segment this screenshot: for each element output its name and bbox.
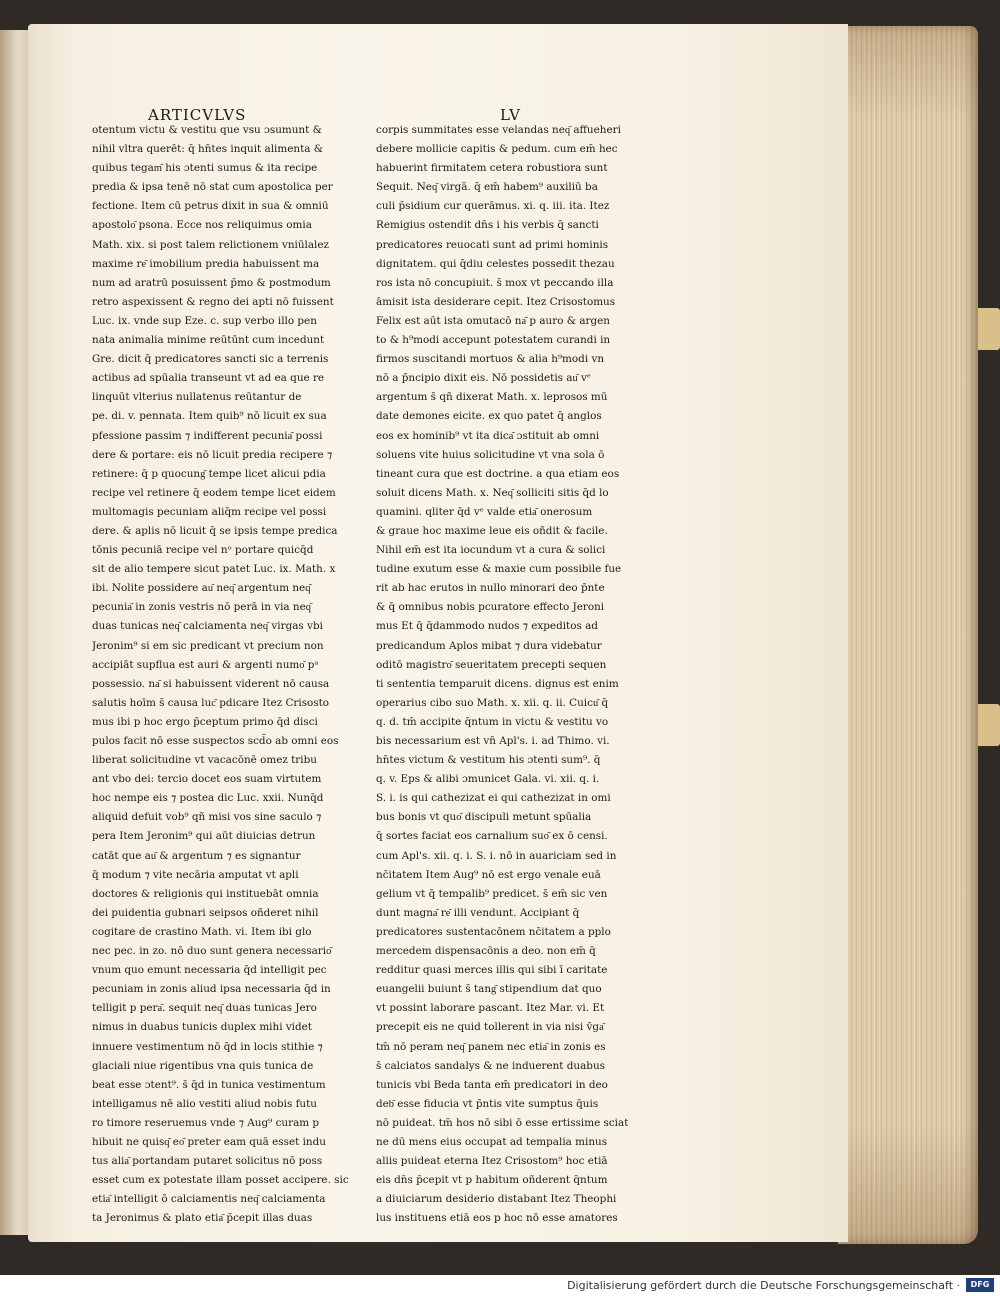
text-line: oditō magistro͂ seueritatem precepti sequen (376, 658, 607, 671)
text-line: glaciali niue rigentibus vna quis tunica de (92, 1059, 314, 1072)
text-line: date demones eicite. ex quo patet q̄ anglos (376, 410, 602, 423)
text-line: innuere vestimentum nō q̄d in locis stithie ⁊ (92, 1040, 323, 1053)
text-line: nata animalia minime reūtūnt cum incedunt (92, 334, 325, 347)
text-line: euangelii buiunt s̄ tang͂ stipendium dat quo (376, 983, 602, 996)
text-line: pecuniam in zonis aliud ipsa necessaria q̄d in (92, 983, 331, 996)
text-line: rit ab hac erutos in nullo minorari deo p̄nte (376, 582, 605, 595)
text-line: liberat solicitudine vt vacacōnē omez tribu (92, 754, 317, 767)
text-line: tōnis pecuniā recipe vel nᵒ portare quicq̄d (92, 544, 314, 557)
text-line: habuerint firmitatem cetera robustiora sunt (376, 162, 608, 175)
text-line: tus alia͂ portandam putaret solicitus nō poss (92, 1155, 323, 1168)
text-line: pe. di. v. pennata. Item quib⁹ nō licuit ex sua (92, 410, 327, 423)
text-line: telligit p pera͂. sequit neq͂ duas tunicas Jero (92, 1002, 317, 1015)
text-line: hn̄tes victum & vestitum his ɔtenti sum⁹. q̄ (376, 754, 601, 767)
text-line: otentum victu & vestitu que vsu ɔsumunt & (92, 124, 322, 136)
text-line: deb͂ esse fiducia vt p̄ntis vite sumptus q̄uis (376, 1097, 599, 1110)
text-line: s̄ calciatos sandalys & ne induerent duabus (376, 1059, 605, 1072)
text-line: pulos facit nō esse suspectos scd̄o ab omni eos (92, 735, 339, 747)
text-line: mus ibi p hoc ergo p̄ceptum primo q̄d disci (92, 715, 318, 728)
text-line: q. v. Eps & alibi ɔmunicet Gala. vi. xii. q. i. (376, 773, 600, 786)
paper-tab-marker (978, 704, 1000, 746)
text-line: lus instituens etiā eos p hoc nō esse amatores (376, 1212, 618, 1225)
text-line: āmisit ista desiderare cepit. Itez Crisostomus (376, 295, 616, 308)
text-line: bus bonis vt quo͂ discipuli metunt spūalia (376, 811, 592, 824)
text-line: Remigius ostendit dn̄s i his verbis q̄ sancti (376, 219, 599, 232)
text-line: fectione. Item cū petrus dixit in sua & omniū (92, 200, 329, 213)
text-line: salutis hoīm s̄ causa luc͂ pdicare Itez Crisosto (92, 696, 330, 709)
page-edges-shade (838, 26, 978, 1244)
text-line: tunicis vbi Beda tanta em̄ predicatori in deo (376, 1078, 608, 1091)
text-line: S. i. is qui cathezizat ei qui cathezizat in omi (376, 792, 611, 805)
footer-bar (0, 1275, 1000, 1296)
text-line: culi p̄sidium cur querāmus. xi. q. iii. ita. Itez (376, 200, 610, 213)
text-line: eis dn̄s p̄cepit vt p habitum oñderent q̄ntum (376, 1174, 608, 1187)
text-line: cum Apl's. xii. q. i. S. i. nō in auariciam sed in (376, 849, 617, 862)
text-line: Luc. ix. vnde sup Eze. c. sup verbo illo pen (92, 314, 317, 327)
text-line: retinere: q̄ p quocung͂ tempe licet alicui pdia (92, 467, 326, 480)
text-line: to & h⁹modi accepunt potestatem curandi in (376, 334, 611, 347)
left-page-edge (0, 30, 30, 1235)
text-line: actibus ad spūalia transeunt vt ad ea que re (92, 372, 325, 385)
text-line: beat esse ɔtent⁹. s̄ q̄d in tunica vestimentum (92, 1078, 326, 1091)
text-line: predicatores reuocati sunt ad primi hominis (376, 238, 609, 251)
text-line: tineant cura que est doctrine. a qua etiam eos (376, 467, 620, 480)
text-line: predia & ipsa tenē nō stat cum apostolica per (92, 181, 333, 194)
text-line: linquūt vlterius nullatenus reūtantur de (92, 391, 302, 404)
text-line: possessio. na͂ si habuissent viderent nō causa (92, 677, 330, 690)
text-line: hoc nempe eis ⁊ postea dic Luc. xxii. Nunq̄d (92, 792, 324, 805)
text-line: dere. & aplis nō licuit q̄ se ipsis tempe predica (92, 524, 338, 537)
text-line: cogitare de crastino Math. vi. Item ibi glo (92, 925, 312, 938)
text-line: vt possint laborare pascant. Itez Mar. vi. Et (376, 1002, 605, 1015)
text-line: bis necessarium est vn̄ Apl's. i. ad Thimo. vi. (376, 735, 610, 747)
text-line: ti sententia temparuit dicens. dignus est enim (376, 677, 619, 690)
text-line: nihil vltra querēt: q̄ hn̄tes inquit alimenta & (92, 143, 323, 156)
text-line: catāt que au͂ & argentum ⁊ es signantur (92, 849, 301, 862)
text-line: Jeronim⁹ si em sic predicant vt precium non (92, 639, 324, 652)
text-line: quibus tegam͂ his ɔtenti sumus & ita recipe (92, 162, 318, 175)
text-line: soluit dicens Math. x. Neq͂ solliciti sitis q̄d lo (376, 486, 609, 499)
funding-credit: Digitalisierung gefördert durch die Deutsche Forschungsgemeinschaft · (567, 1279, 960, 1292)
text-line: redditur quasi merces illis qui sibi ī caritate (376, 964, 608, 977)
text-line: mercedem dispensacōnis a deo. non em̄ q̄ (376, 945, 596, 958)
text-line: ant vbo dei: tercio docet eos suam virtutem (92, 773, 322, 786)
text-line: hibuit ne quisq͂ eo͂ preter eam quā esset indu (92, 1135, 326, 1148)
text-line: intelligamus nē alio vestiti aliud nobis futu (92, 1097, 317, 1110)
text-line: dignitatem. qui q̄diu celestes possedit thezau (376, 257, 615, 270)
text-line: esset cum ex potestate illam posset accipere. sic (92, 1174, 349, 1187)
text-line: aliis puideat eterna Itez Crisostom⁹ hoc etiā (376, 1155, 608, 1168)
text-line: corpis summitates esse velandas neq͂ affueheri (376, 124, 621, 136)
text-line: operarius cibo suo Math. x. xii. q. ii. Cuicu͂ q̄ (376, 696, 609, 709)
text-line: dei puidentia gubnari seipsos oñderet nihil (92, 906, 319, 919)
text-line: & q̄ omnibus nobis pcuratore effecto Jeroni (376, 601, 605, 614)
text-line: pera Item Jeronim⁹ qui aūt diuicias detrun (92, 830, 316, 843)
text-line: firmos suscitandi mortuos & alia h⁹modi vn (376, 353, 605, 366)
text-line: ne dū mens eius occupat ad tempalia minus (376, 1135, 608, 1148)
text-line: nō a p̄ncipio dixit eis. Nō possidetis au͂ vᵉ (376, 372, 591, 385)
text-line: q. d. tm̄ accipite q̄ntum in victu & vestitu vo (376, 715, 609, 728)
text-line: mus Et q̄ q̄dammodo nudos ⁊ expeditos ad (376, 620, 598, 633)
text-line: multomagis pecuniam aliq̄m recipe vel possi (92, 505, 327, 518)
text-line: maxime re͂ imobilium predia habuissent ma (92, 257, 320, 270)
text-line: eos ex hominib⁹ vt ita dica͂ ɔstituit ab omni (376, 429, 600, 442)
text-line: etia͂ intelligit ō calciamentis neq͂ calciamenta (92, 1193, 326, 1206)
text-line: ta Jeronimus & plato etia͂ p̄cepit illas duas (92, 1212, 313, 1225)
text-line: gelium vt q̄ tempalib⁹ predicet. s̄ em̄ sic ven (376, 887, 608, 900)
text-line: predicatores sustentacōnem nc̄itatem a pplo (376, 925, 611, 938)
text-line: nec pec. in zo. nō duo sunt genera necessario͂ (92, 945, 332, 958)
text-line: pecunia͂ in zonis vestris nō perā in via neq͂ (92, 601, 311, 614)
text-line: aliquid defuit vob⁹ qñ misi vos sine saculo ⁊ (92, 811, 322, 824)
text-line: precepit eis ne quid tollerent in via nisi v̄ga͂ (376, 1021, 604, 1034)
text-line: argentum s̄ qñ dixerat Math. x. leprosos mū (376, 391, 608, 404)
text-line: q̄ sortes faciat eos carnalium suo͂ ex ō censi. (376, 830, 608, 843)
text-line: accipiāt supflua est auri & argenti numo͂ pᵃ (92, 658, 319, 671)
text-line: Nihil em̄ est ita iocundum vt a cura & solici (376, 544, 606, 557)
text-line: nc̄itatem Item Aug⁹ nō est ergo venale euā (376, 868, 601, 881)
text-line: dunt magna͂ re͂ illi vendunt. Accipiant q̄ (376, 906, 580, 919)
text-line: doctores & religionis qui instituebāt omnia (92, 887, 319, 900)
text-line: a diuiciarum desiderio distabant Itez Theophi (376, 1193, 617, 1206)
text-line: tm̄ nō peram neq͂ panem nec etia͂ in zonis es (376, 1040, 606, 1053)
text-line: duas tunicas neq͂ calciamenta neq͂ virgas vbi (92, 620, 323, 633)
text-line: tudine exutum esse & maxie cum possibile fue (376, 563, 622, 576)
text-line: Gre. dicit q̄ predicatores sancti sic a terrenis (92, 353, 329, 366)
text-line: quamini. qliter q̄d vᵉ valde etia͂ onerosum (376, 505, 593, 518)
text-line: num ad aratrū posuissent p̄mo & postmodum (92, 276, 331, 289)
text-column-left (92, 121, 349, 1228)
text-line: q̄ modum ⁊ vite necāria amputat vt apli (92, 868, 299, 881)
text-line: nō puideat. tm̄ hos nō sibi ō esse ertissime sciat (376, 1116, 629, 1129)
text-line: pfessione passim ⁊ indifferent pecunia͂ possi (92, 429, 323, 442)
text-line: apostolo͂ psona. Ecce nos reliquimus omia (92, 219, 312, 232)
text-line: dere & portare: eis nō licuit predia recipere ⁊ (92, 448, 333, 461)
dfg-logo-icon: DFG (966, 1278, 994, 1292)
running-header-left: ARTICVLVS (148, 106, 247, 124)
text-line: Sequit. Neq͂ virgā. q̄ em̄ habem⁹ auxiliū ba (376, 181, 598, 194)
text-line: debere mollicie capitis & pedum. cum em̄ hec (376, 143, 618, 156)
running-header-right: LV (500, 106, 522, 124)
text-column-right (376, 121, 628, 1228)
text-line: recipe vel retinere q̄ eodem tempe licet eidem (92, 486, 336, 499)
text-line: Felix est aūt ista omutacō na͂ p auro & argen (376, 314, 610, 327)
text-line: retro aspexissent & regno dei apti nō fuissent (92, 295, 334, 308)
paper-tab-marker (978, 308, 1000, 350)
text-line: ros ista nō concupiuit. s̄ mox vt peccando illa (376, 276, 614, 289)
text-line: nimus in duabus tunicis duplex mihi videt (92, 1021, 312, 1034)
text-line: sit de alio tempere sicut patet Luc. ix. Math. x (92, 563, 336, 576)
text-line: vnum quo emunt necessaria q̄d intelligit pec (92, 964, 327, 977)
text-line: predicandum Aplos mibat ⁊ dura videbatur (376, 639, 602, 652)
text-line: & graue hoc maxime leue eis oñdit & facile. (376, 524, 608, 537)
text-line: Math. xix. si post talem relictionem vniūlalez (92, 238, 330, 251)
text-line: ro timore reseruemus vnde ⁊ Aug⁹ curam p (92, 1116, 320, 1129)
text-line: soluens vite huius solicitudine vt vna sola ō (376, 448, 605, 461)
text-line: ibi. Nolite possidere au͂ neq͂ argentum neq͂ (92, 582, 311, 595)
